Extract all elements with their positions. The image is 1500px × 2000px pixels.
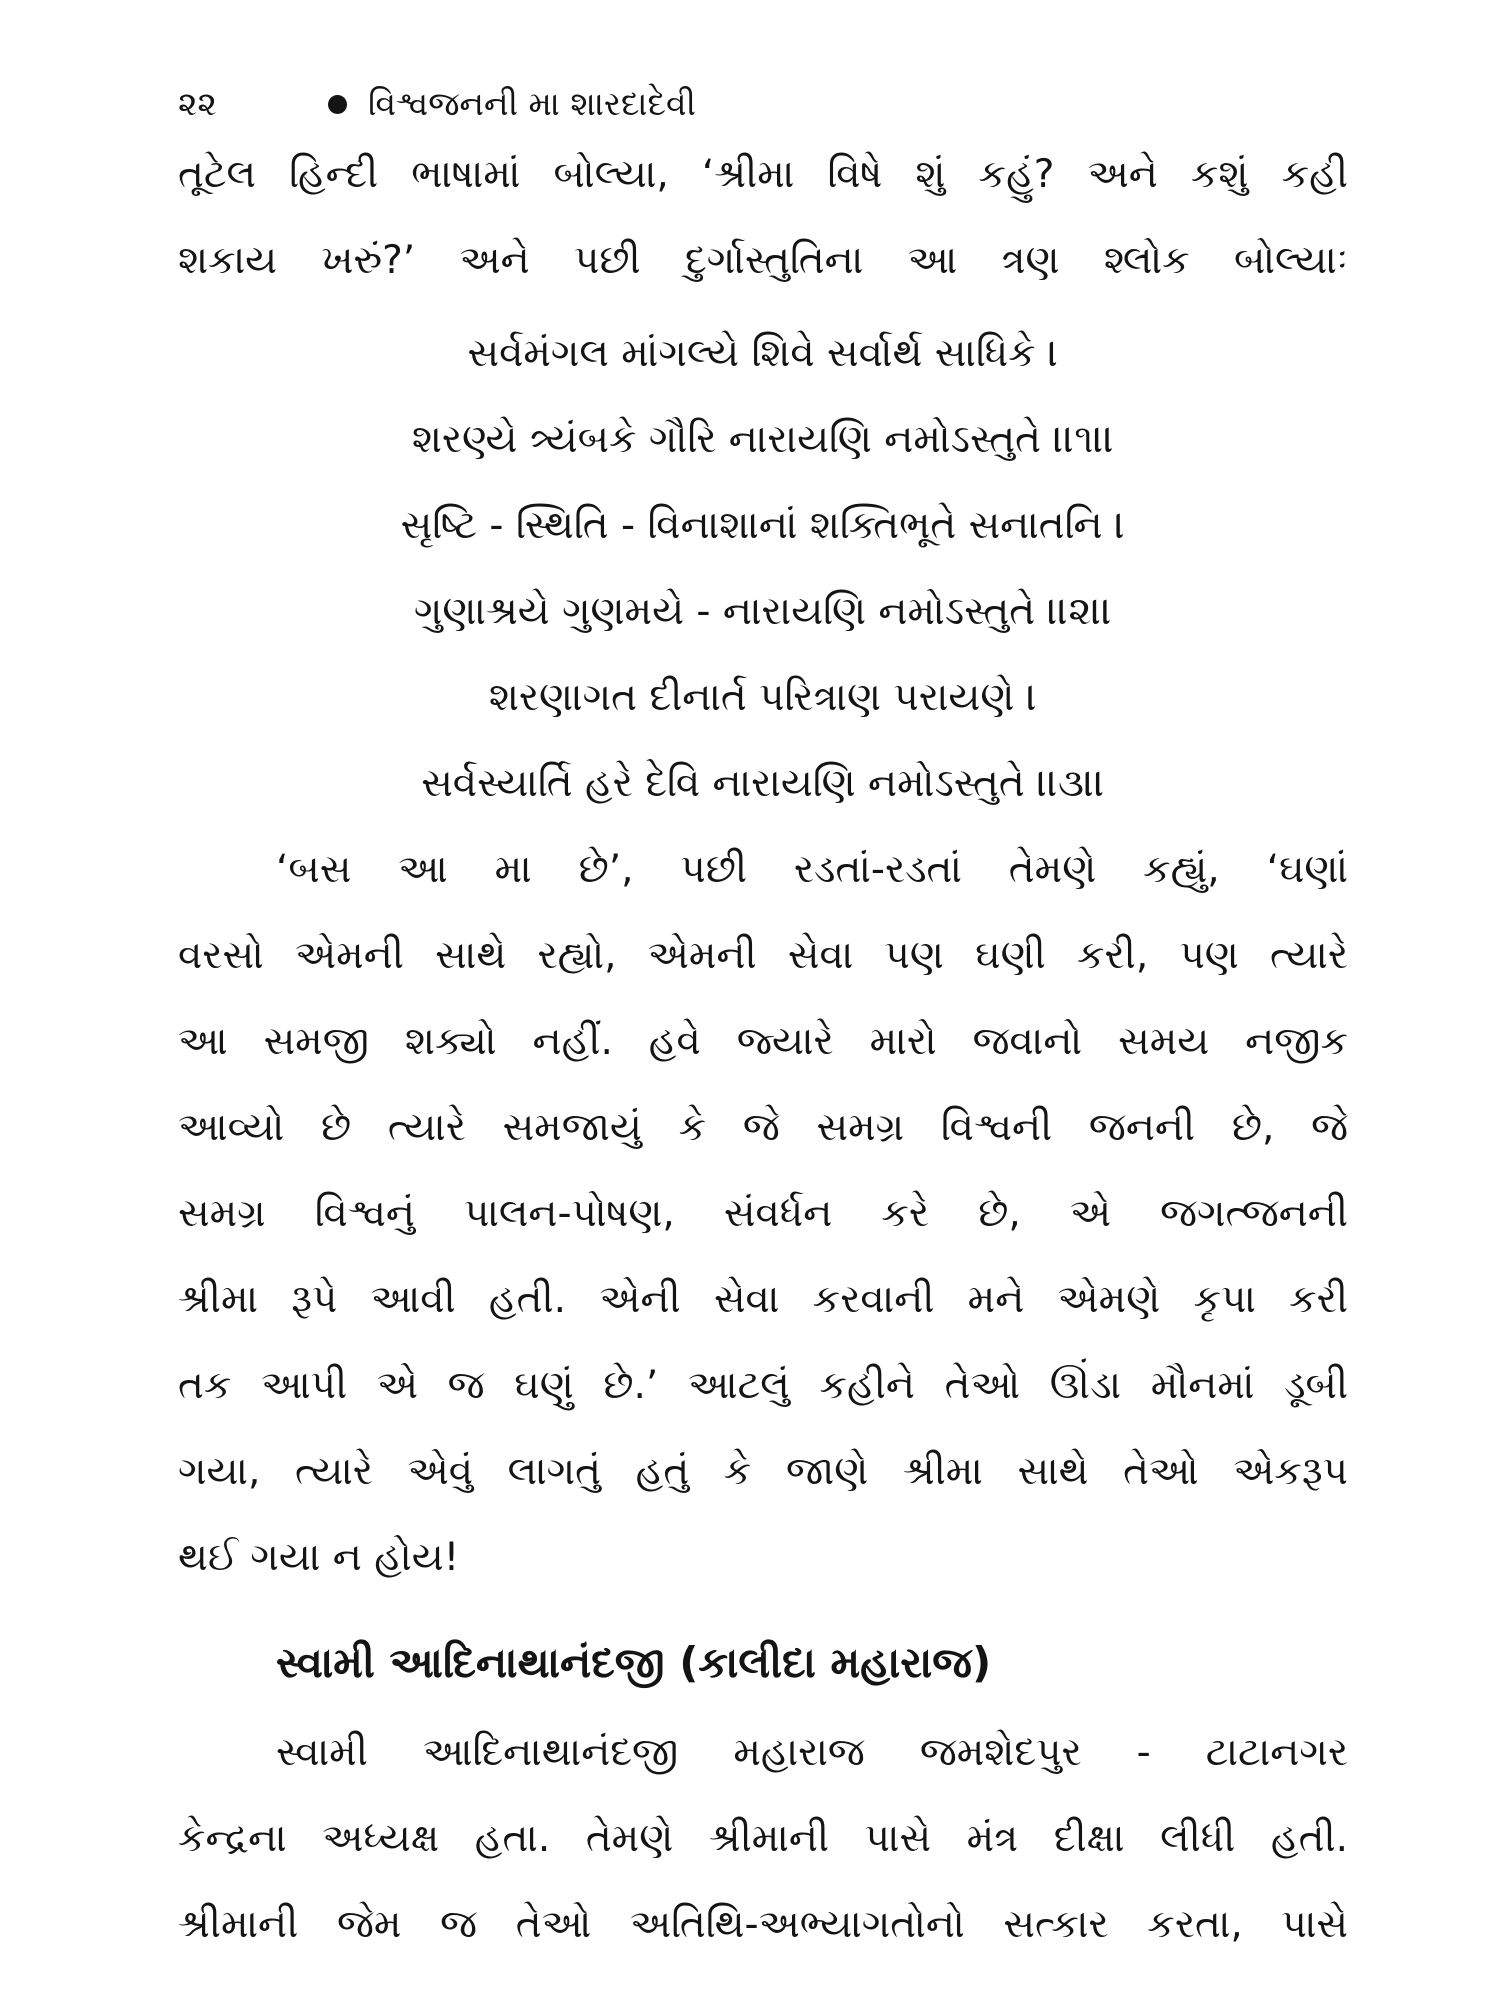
bullet-icon <box>328 95 347 114</box>
text-line: ગયા, ત્યારે એવું લાગતું હતું કે જાણે શ્રીમા સાથે તેઓ એકરૂપ <box>178 1449 1348 1494</box>
text-line: વરસો એમની સાથે રહ્યો, એમની સેવા પણ ઘણી કરી, પણ ત્યારે <box>178 933 1348 978</box>
verse-line: સર્વસ્યાર્તિ હરે દેવિ નારાયણિ નમોઽસ્તુતે ।।૩।। <box>421 761 1105 806</box>
text-line: આ સમજી શક્યો નહીં. હવે જ્યારે મારો જવાનો સમય નજીક <box>178 1019 1348 1064</box>
text-line: સમગ્ર વિશ્વનું પાલન-પોષણ, સંવર્ધન કરે છે, એ જગત્જનની <box>178 1191 1348 1236</box>
verse-line: શરણ્યે ત્ર્યંબકે ગૌરિ નારાયણિ નમોઽસ્તુતે ।।૧।। <box>411 417 1115 462</box>
text-line: તૂટેલ હિન્દી ભાષામાં બોલ્યા, ‘શ્રીમા વિષે શું કહું? અને કશું કહી <box>178 152 1348 197</box>
text-line: કેન્દ્રના અધ્યક્ષ હતા. તેમણે શ્રીમાની પાસે મંત્ર દીક્ષા લીધી હતી. <box>178 1816 1348 1861</box>
text-line: સ્વામી આદિનાથાનંદજી મહારાજ જમશેદપુર - ટાટાનગર <box>276 1730 1348 1775</box>
text-line: શકાય ખરું?’ અને પછી દુર્ગાસ્તુતિના આ ત્રણ શ્લોક બોલ્યાઃ <box>178 238 1348 283</box>
verse-line: સર્વમંગલ માંગલ્યે શિવે સર્વાર્થ સાધિકે । <box>467 331 1059 376</box>
verse-line: સૃષ્ટિ - સ્થિતિ - વિનાશાનાં શક્તિભૂતે સનાતનિ । <box>400 503 1126 548</box>
text-line: ‘બસ આ મા છે’, પછી રડતાં-રડતાં તેમણે કહ્યું, ‘ઘણાં <box>276 847 1348 892</box>
text-line: આવ્યો છે ત્યારે સમજાયું કે જે સમગ્ર વિશ્વની જનની છે, જે <box>178 1105 1348 1150</box>
section-heading: સ્વામી આદિનાથાનંદજી (કાલીદા મહારાજ) <box>276 1638 992 1687</box>
page-number: ૨૨ <box>178 84 217 123</box>
running-title: વિશ્વજનની મા શારદાદેવી <box>368 84 696 123</box>
verse-line: ગુણાશ્રયે ગુણમયે - નારાયણિ નમોઽસ્તુતે ।।૨।। <box>413 589 1113 634</box>
running-header <box>178 74 1358 134</box>
text-line: થઈ ગયા ન હોય! <box>178 1535 460 1580</box>
text-line: શ્રીમા રૂપે આવી હતી. એની સેવા કરવાની મને એમણે કૃપા કરી <box>178 1277 1348 1322</box>
verse-line: શરણાગત દીનાર્ત પરિત્રાણ પરાયણે । <box>488 675 1038 720</box>
text-line: તક આપી એ જ ઘણું છે.’ આટલું કહીને તેઓ ઊંડા મૌનમાં ડૂબી <box>178 1363 1348 1408</box>
text-line: શ્રીમાની જેમ જ તેઓ અતિથિ-અભ્યાગતોનો સત્કાર કરતા, પાસે <box>178 1902 1348 1947</box>
